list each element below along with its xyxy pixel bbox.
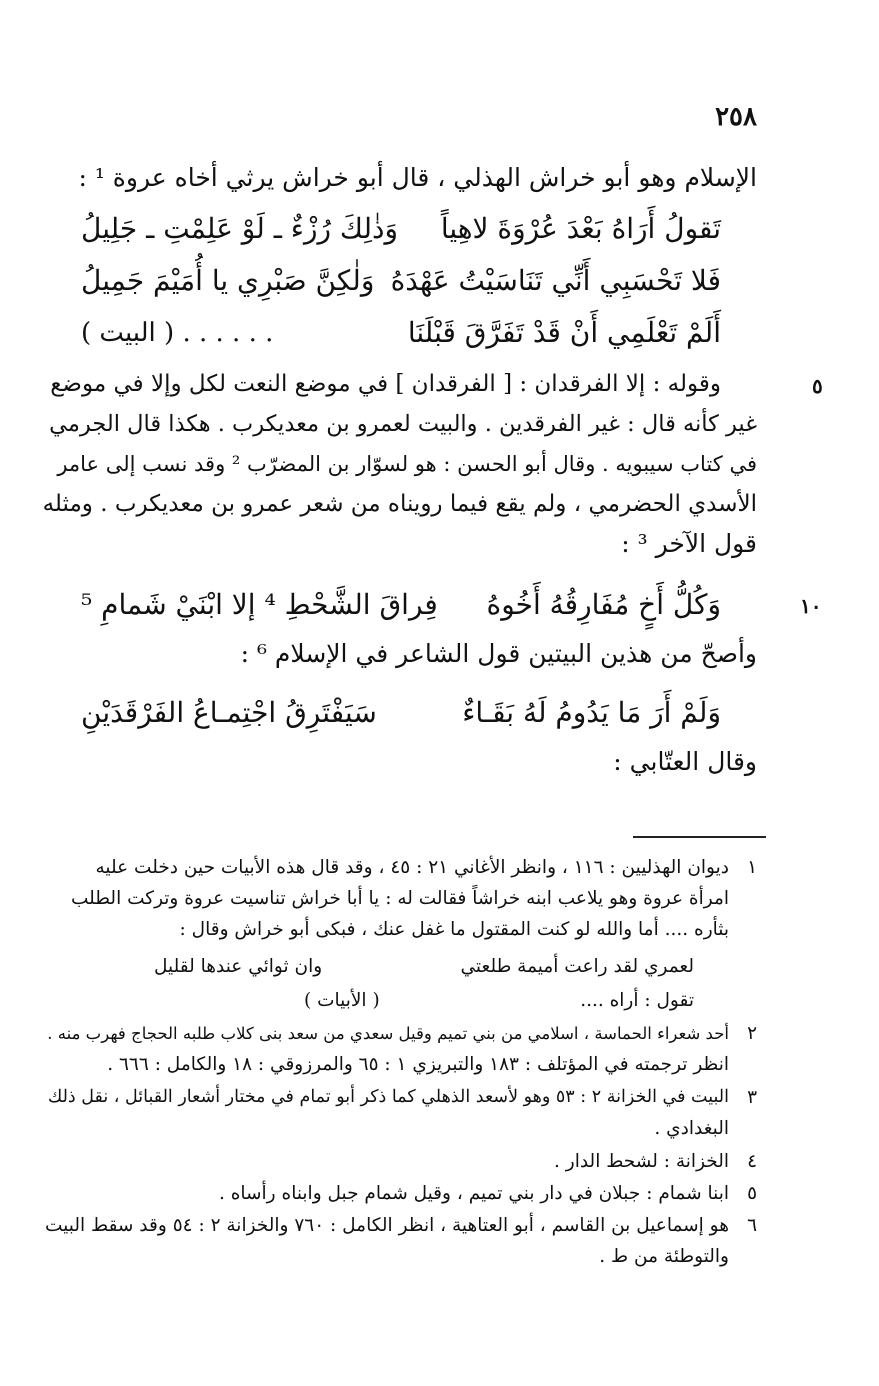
- footnote-line: انظر ترجمته في المؤتلف : ١٨٣ والتبريزي ١ : ٦٥ والمرزوقي : ١٨ والكامل : ٦٦٦ .: [107, 1054, 729, 1075]
- verse-hemistich-first: وَكُلُّ أَخٍ مُفَارِقُهُ أَخُوهُ: [486, 588, 721, 621]
- footnote-separator: [633, 836, 766, 838]
- prose-paragraph: [42, 364, 757, 564]
- footnote-number: ٥: [747, 1183, 757, 1204]
- verse-hemistich-second: فِراقَ الشَّحْطِ ⁴ إلا ابْنَيْ شَمامِ ⁵: [81, 588, 438, 621]
- footnote-line: ابنا شمام : جبلان في دار بني تميم ، وقيل شمام جبل وابناه رأساه .: [218, 1183, 729, 1204]
- verse-hemistich-first: لعمري لقد راعت أميمة طلعتي: [460, 956, 694, 977]
- prose-line: قول الآخر ³ :: [621, 529, 757, 558]
- footnote-text: [33, 1146, 729, 1177]
- verse-hemistich-second: . . . . . . ( البيت ): [81, 318, 274, 348]
- verse-hemistich-second: سَيَفْتَرِقُ اجْتِمـاعُ الفَرْقَدَيْنِ: [81, 696, 377, 729]
- footnote-line: البيت في الخزانة ٢ : ٥٣ وهو لأسعد الذهلي كما ذكر أبو تمام في مختار أشعار القبائل ، نقل ذلك: [47, 1087, 729, 1107]
- verse-line: [81, 690, 721, 736]
- footnote-text: [33, 1178, 729, 1209]
- footnote-line: البغدادي .: [654, 1118, 729, 1139]
- footnote-number: ١: [747, 857, 757, 878]
- verse-line: [81, 206, 721, 252]
- prose-paragraph: [42, 742, 757, 782]
- prose-paragraph: [42, 158, 757, 198]
- footnote-text: [33, 852, 729, 945]
- footnote-number: ٢: [747, 1023, 757, 1044]
- verse-hemistich-second: وان ثوائي عندها لقليل: [154, 956, 323, 977]
- prose-line: وقال العتّابي :: [613, 747, 757, 776]
- footnote-line: بثأره .... أما والله لو كنت المقتول ما غفل عنك ، فبكى أبو خراش وقال :: [179, 919, 729, 940]
- footnote-text: [33, 1018, 729, 1080]
- verse-line: [81, 582, 721, 628]
- verse-hemistich-second: وَلٰكِنَّ صَبْرِي يا أُمَيْمَ جَمِيلُ: [81, 264, 375, 297]
- prose-line: وقوله : إلا الفرقدان : [ الفرقدان ] في موضع النعت لكل وإلا في موضع: [50, 371, 721, 397]
- verse-hemistich-first: تَقولُ أَرَاهُ بَعْدَ عُرْوَةَ لاهِياً: [440, 212, 721, 245]
- prose-line: وأصحّ من هذين البيتين قول الشاعر في الإسلام ⁶ :: [240, 639, 757, 668]
- page-number: ٢٥٨: [715, 102, 757, 132]
- footnote-line: امرأة عروة وهو يلاعب ابنه خراشاً فقالت له : يا أبا خراش تناسيت عروة وتركت الطلب: [70, 888, 729, 909]
- verse-line: [81, 258, 721, 304]
- verse-hemistich-first: تقول : أراه ....: [580, 990, 694, 1011]
- margin-line-number: ١٠: [800, 594, 822, 618]
- footnote-line: أحد شعراء الحماسة ، اسلامي من بني تميم وقيل سعدي من سعد بنى كلاب طلبه الحجاج فهرب منه .: [47, 1024, 729, 1043]
- footnote-text: [33, 1210, 729, 1272]
- verse-line: [81, 310, 721, 356]
- prose-line: الأسدي الحضرمي ، ولم يقع فيما رويناه من شعر عمرو بن معديكرب . ومثله: [42, 491, 757, 517]
- verse-hemistich-first: فَلا تَحْسَبِي أَنِّي تَنَاسَيْتُ عَهْدَهُ: [390, 264, 721, 297]
- prose-line: في كتاب سيبويه . وقال أبو الحسن : هو لسوّار بن المضرّب ² وقد نسب إلى عامر: [57, 452, 757, 476]
- footnote-text: [33, 1082, 729, 1144]
- prose-line: غير كأنه قال : غير الفرقدين . والبيت لعمرو بن معديكرب . هكذا قال الجرمي: [49, 411, 757, 437]
- footnote-line: والتوطئة من ط .: [599, 1246, 729, 1267]
- footnote-number: ٤: [747, 1151, 757, 1172]
- prose-line: الإسلام وهو أبو خراش الهذلي ، قال أبو خراش يرثي أخاه عروة ¹ :: [78, 163, 757, 192]
- footnote-number: ٣: [747, 1087, 757, 1108]
- verse-hemistich-second: ( الأبيات ): [304, 990, 380, 1011]
- footnote-verse-line: [154, 984, 694, 1018]
- footnote-verse-line: [154, 950, 694, 984]
- margin-line-number: ٥: [812, 374, 823, 398]
- verse-hemistich-first: وَلَمْ أَرَ مَا يَدُومُ لَهُ بَقَـاءٌ: [462, 696, 721, 729]
- prose-paragraph: [42, 634, 757, 674]
- verse-hemistich-second: وَذٰلِكَ رُزْءٌ ـ لَوْ عَلِمْتِ ـ جَلِيلُ: [81, 212, 399, 245]
- footnote-line: هو إسماعيل بن القاسم ، أبو العتاهية ، انظر الكامل : ٧٦٠ والخزانة ٢ : ٥٤ وقد سقط البيت: [45, 1215, 729, 1236]
- footnote-line: ديوان الهذليين : ١١٦ ، وانظر الأغاني ٢١ : ٤٥ ، وقد قال هذه الأبيات حين دخلت عليه: [95, 857, 729, 878]
- verse-hemistich-first: أَلَمْ تَعْلَمِي أَنْ قَدْ تَفَرَّقَ قَبْلَنَا: [407, 316, 721, 349]
- footnote-number: ٦: [747, 1215, 757, 1236]
- footnote-line: الخزانة : لشحط الدار .: [554, 1151, 729, 1172]
